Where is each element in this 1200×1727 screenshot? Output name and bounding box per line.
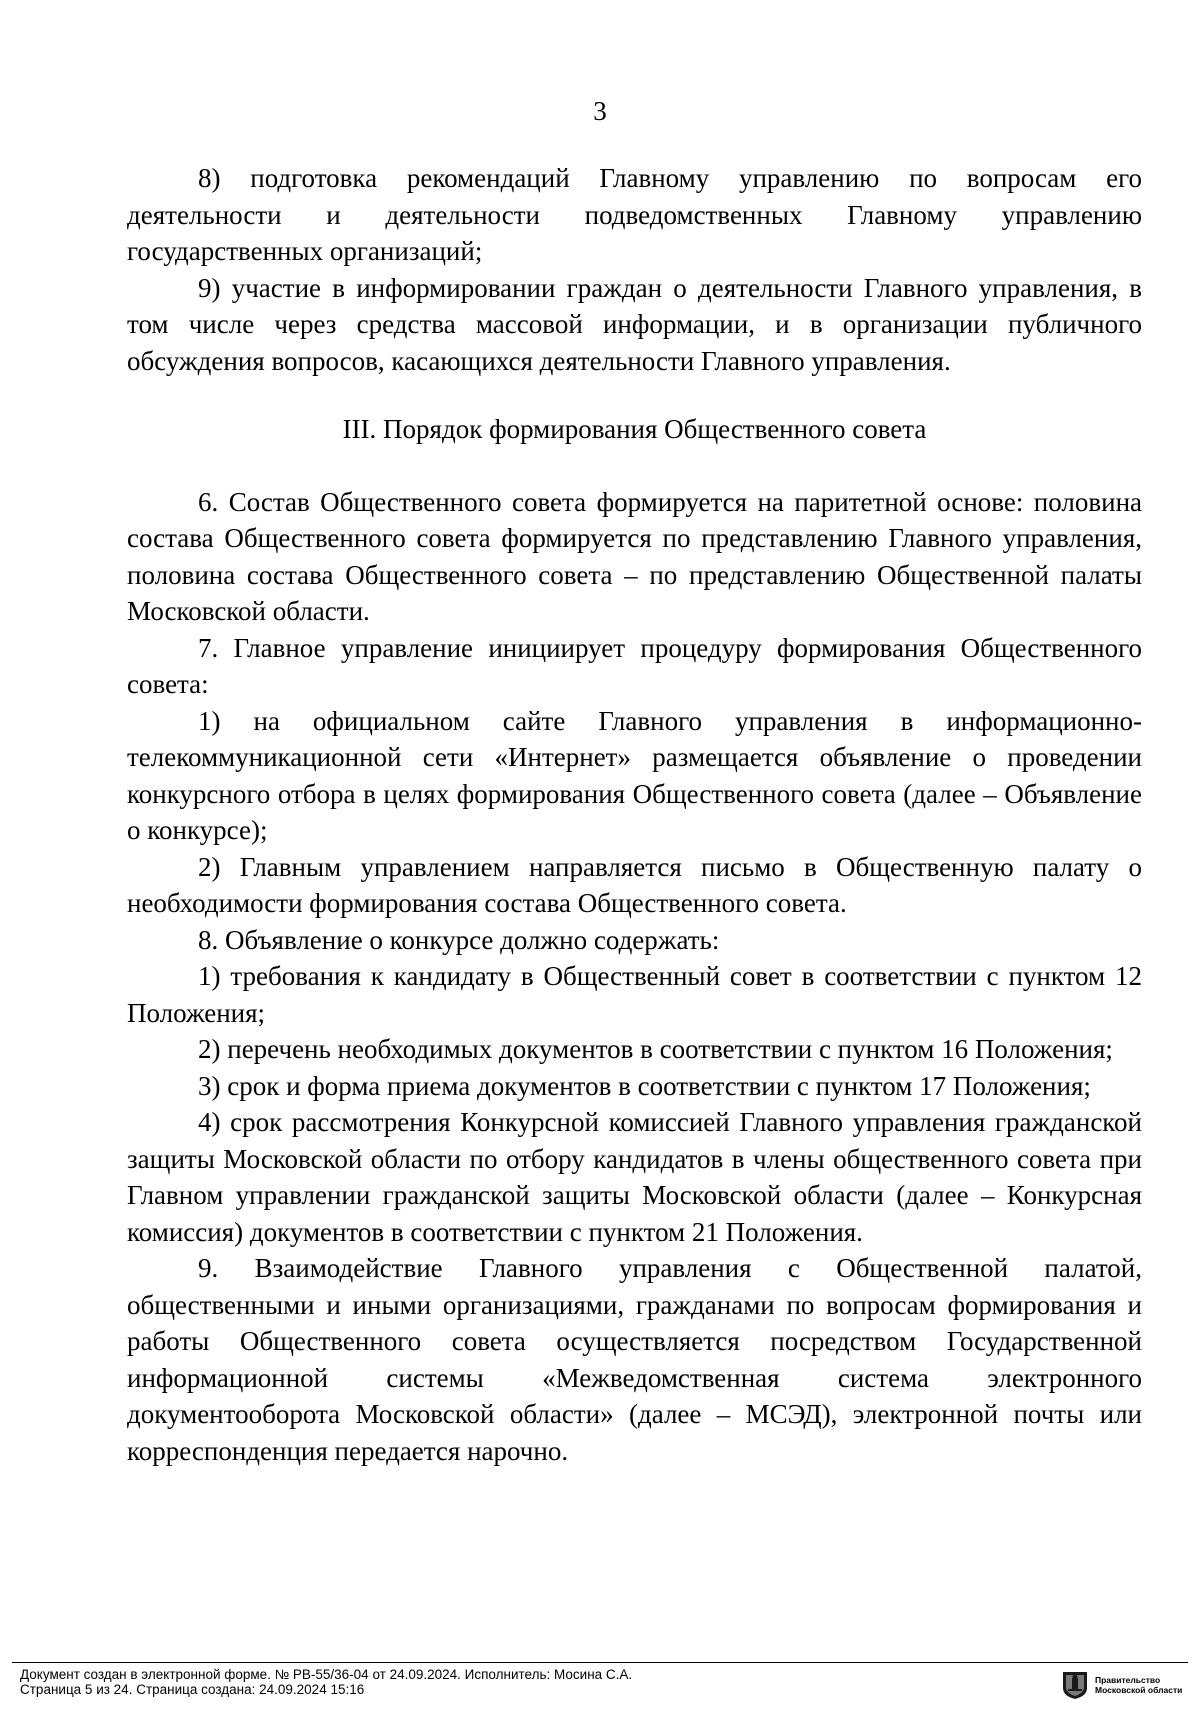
paragraph: 1) требования к кандидату в Общественный совет в соответствии с пунктом 12 Положения; (127, 961, 1142, 1028)
footer-divider (12, 1662, 1188, 1663)
paragraph: 2) перечень необходимых документов в соответствии с пунктом 16 Положения; (198, 1034, 1113, 1064)
paragraph: 7. Главное управление инициирует процедуру формирования Общественного совета: (127, 632, 1142, 699)
paragraph: 9. Взаимодействие Главного управления с Общественной палатой, общественными и иными организациями, гражданами по вопросам формирования и работы Общественного совета осуществляется посредством Государственной информационной системы «Межведомственная система электронного документооборота Московской области» (далее – МСЭД), электронной почты или корреспонденция передается нарочно. (127, 1253, 1142, 1466)
footer-page-info: Страница 5 из 24. Страница создана: 24.09.2024 15:16 (20, 1682, 365, 1697)
footer-document-info: Документ создан в электронной форме. № РВ-55/36-04 от 24.09.2024. Исполнитель: Мосина С.А. (20, 1667, 633, 1682)
logo-line-2: Московской области (1095, 1685, 1183, 1695)
moscow-region-emblem-icon (1061, 1670, 1089, 1700)
footer-text (20, 1667, 632, 1697)
paragraph: 8. Объявление о конкурсе должно содержать: (198, 924, 720, 955)
government-logo-text (1095, 1675, 1182, 1695)
government-logo (1061, 1670, 1182, 1700)
paragraph: 6. Состав Общественного совета формируется на паритетной основе: половина состава Общественного совета формируется по представлению Главного управления, половина состава Общественного совета – по представлению Общественной палаты Московской области. (127, 486, 1142, 626)
paragraph: 1) на официальном сайте Главного управления в информационно-телекоммуникационной сети «Интернет» размещается объявление о проведении конкурсного отбора в целях формирования Общественного совета (далее – Объявление о конкурсе); (127, 705, 1142, 845)
paragraph: 2) Главным управлением направляется письмо в Общественную палату о необходимости формирования состава Общественного совета. (127, 851, 1142, 918)
section-heading: III. Порядок формирования Общественного совета (342, 414, 927, 444)
paragraph: 3) срок и форма приема документов в соответствии с пунктом 17 Положения; (198, 1070, 1091, 1101)
paragraph: 9) участие в информировании граждан о деятельности Главного управления, в том числе через средства массовой информации, и в организации публичного обсуждения вопросов, касающихся деятельности Главного управления. (127, 272, 1142, 376)
paragraph: 8) подготовка рекомендаций Главному управлению по вопросам его деятельности и деятельности подведомственных Главному управлению государственных организаций; (127, 163, 1142, 266)
document-body (127, 160, 1142, 1469)
logo-line-1: Правительство (1095, 1675, 1161, 1685)
page-number: 3 (593, 96, 607, 126)
paragraph: 4) срок рассмотрения Конкурсной комиссией Главного управления гражданской защиты Московской области по отбору кандидатов в члены общественного совета при Главном управлении гражданской защиты Московской области (далее – Конкурсная комиссия) документов в соответствии с пунктом 21 Положения. (127, 1107, 1142, 1247)
